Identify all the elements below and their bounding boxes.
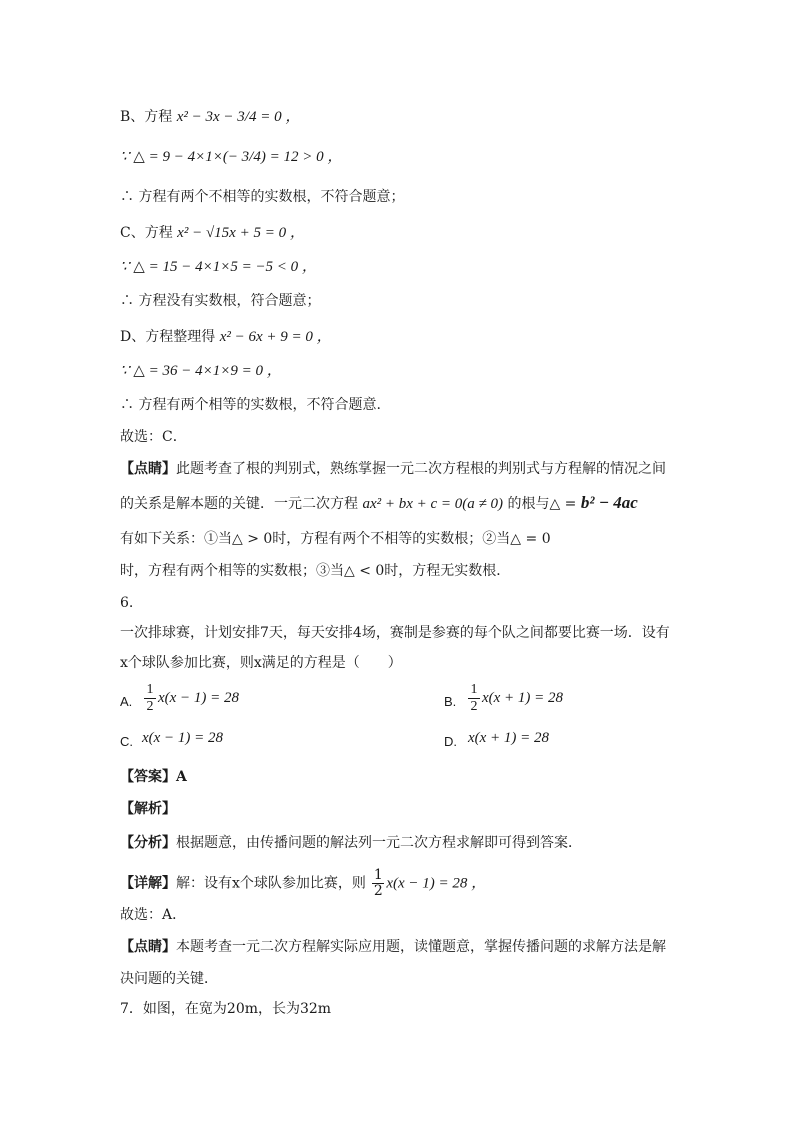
option-d-conclusion: ∴ 方程有两个相等的实数根，不符合题意.	[120, 397, 381, 413]
option-d-delta: ∵ △ = 36 − 4×1×9 = 0 ，	[120, 363, 282, 379]
fraction-half: 1 2	[144, 682, 156, 715]
option-c-conclusion: ∴ 方程没有实数根，符合题意；	[120, 293, 321, 309]
option-b-conclusion: ∴ 方程有两个不相等的实数根，不符合题意；	[120, 189, 405, 205]
option-b-delta: ∵ △ = 9 − 4×1×(− 3/4) = 12 > 0 ，	[120, 149, 343, 165]
option-b-equation: x² − 3x − 3/4 = 0 ，	[176, 109, 301, 125]
option-b-line	[120, 108, 300, 126]
option-c-equation: x² − √15x + 5 = 0 ，	[177, 225, 305, 241]
choice-line: 故选：C．	[120, 429, 187, 445]
dianjing-tag: 【点睛】	[120, 461, 176, 477]
fraction-half: $\frac{1}{2}$	[373, 867, 383, 899]
dianjing-line-4: 时，方程有两个相等的实数根；③当△ < 0时，方程无实数根．	[120, 563, 511, 579]
dianjing2-tag: 【点睛】	[120, 939, 176, 955]
document-page: B、方程 x² − 3x − 3/4 = 0 ， ∵ △ = 9 − 4×1×(− 3/4) = 12 > 0 ， ∴ 方程有两个不相等的实数根，不符合题意； C、方程 x² − √15x + 5 = 0 ， ∵ △ = 15 − 4×1×5 = −5 < 0 ， ∴ 方程没有实数根，符合题意； D、方程整理得 x² − 6x + 9 = 0 ， ∵ △ = 36 − 4×1×9 = 0 ， ∴ 方程有两个相等的实数根，不符合题意. 故选：C． 【点睛】此题考查了根的判别式，熟练掌握一元二次方程根的判别式与方程解的情况之间 的关系是解本题的关键．一元二次方程 ax² + bx + c = 0(a ≠ 0) 的根与△ = b² − 4ac 有如下关系：①当△ > 0时，方程有两个不相等的实数根；②当△ = 0 时，方程有两个相等的实数根；③当△ < 0时，方程无实数根． 6. 一次排球赛，计划安排7天，每天安排4场，赛制是参赛的每个队之间都要比赛一场．设有 x个球队参加比赛，则x满足的方程是（ ） A. 1 2 x(x − 1) = 28 B. 1 2 x(x + 1) = 28 C. x(x − 1) = 28 D. x(x + 1) = 28 【答案】A 【解析】 【分析】根据题意，由传播问题的解法列一元二次方程求解即可得到答案． 【详解】解：设有x个球队参加比赛，则 $\frac{1}{2}$ x(x − 1) = 28 ， 故选：A． 【点睛】本题考查一元二次方程解实际应用题，读懂题意，掌握传播问题的求解方法是解 决问题的关键． 7．如图，在宽为20m，长为32m	[120, 109, 670, 1017]
question-6-number: 6.	[120, 595, 134, 611]
question-7-text: 7．如图，在宽为20m，长为32m	[120, 1001, 332, 1017]
option-b-head: B、方程	[120, 109, 173, 125]
fenxi-line: 【分析】根据题意，由传播问题的解法列一元二次方程求解即可得到答案．	[120, 835, 582, 851]
choice-line-2: 故选：A．	[120, 907, 187, 923]
xiangjie-tag: 【详解】	[120, 875, 176, 892]
fraction-half: 1 2	[468, 682, 480, 715]
option-d-head: D、方程整理得	[120, 329, 216, 345]
discriminant-formula: b² − 4ac	[580, 493, 638, 512]
jiexi-tag: 【解析】	[120, 801, 176, 817]
question-6-text-2: x个球队参加比赛，则x满足的方程是（ ）	[120, 655, 402, 671]
option-d-line	[120, 328, 332, 346]
dianjing2-line-1: 【点睛】本题考查一元二次方程解实际应用题，读懂题意，掌握传播问题的求解方法是解	[120, 939, 666, 955]
fenxi-tag: 【分析】	[120, 835, 176, 851]
dianjing2-line-2: 决问题的关键．	[120, 971, 218, 987]
option-d-equation: x² − 6x + 9 = 0 ，	[219, 329, 332, 345]
dianjing-line-1: 【点睛】此题考查了根的判别式，熟练掌握一元二次方程根的判别式与方程解的情况之间	[120, 461, 666, 477]
dianjing-line-2: 的关系是解本题的关键．一元二次方程 ax² + bx + c = 0(a ≠ 0) 的根与△ = b² − 4ac	[120, 493, 638, 512]
option-c-delta: ∵ △ = 15 − 4×1×5 = −5 < 0 ，	[120, 259, 317, 275]
dianjing-line-3: 有如下关系：①当△ > 0时，方程有两个不相等的实数根；②当△ = 0	[120, 531, 551, 547]
option-c-head: C、方程	[120, 225, 173, 241]
option-c-line	[120, 224, 305, 242]
question-6-text-1: 一次排球赛，计划安排7天，每天安排4场，赛制是参赛的每个队之间都要比赛一场．设有	[120, 625, 670, 641]
quadratic-general-form: ax² + bx + c = 0(a ≠ 0)	[362, 496, 504, 512]
xiangjie-line: 【详解】解：设有x个球队参加比赛，则 $\frac{1}{2}$ x(x − 1) = 28 ，	[120, 867, 487, 899]
answer-tag: 【答案】A	[120, 769, 187, 785]
